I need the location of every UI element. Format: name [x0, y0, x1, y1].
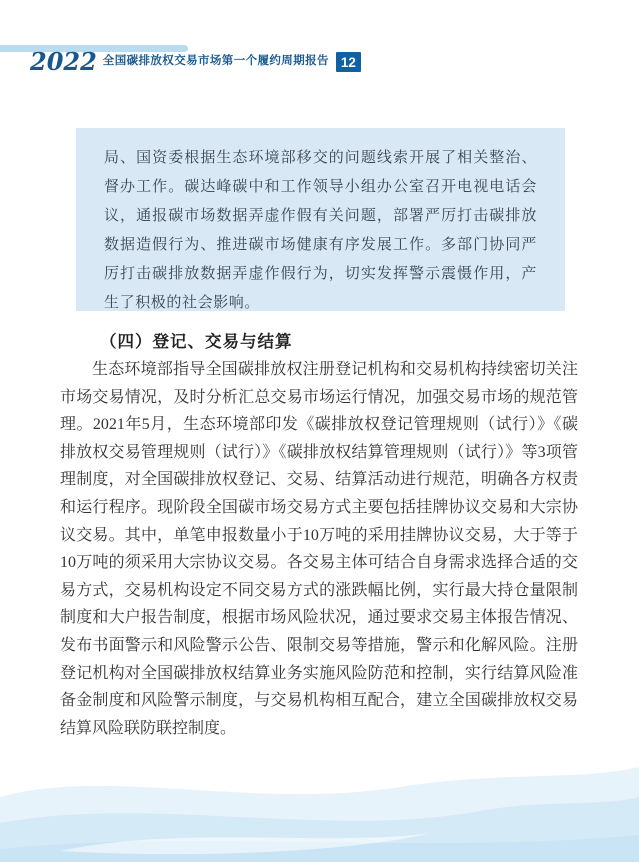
page-header	[30, 47, 361, 76]
header-title: 全国碳排放权交易市场第一个履约周期报告	[102, 55, 329, 68]
highlight-box	[76, 128, 565, 311]
page-number-badge: 12	[336, 52, 361, 73]
footer-wave-decoration	[0, 755, 639, 862]
wave-graphic	[0, 755, 639, 862]
body-paragraph: 生态环境部指导全国碳排放权注册登记机构和交易机构持续密切关注市场交易情况，及时分析汇总交易市场运行情况，加强交易市场的规范管理。2021年5月，生态环境部印发《碳排放权登记管理规则（试行）》《碳排放权交易管理规则（试行）》《碳排放权结算管理规则（试行）》等3项管理制度，对全国碳排放权登记、交易、结算活动进行规范，明确各方权责和运行程序。现阶段全国碳市场交易方式主要包括挂牌协议交易和大宗协议交易。其中，单笔申报数量小于10万吨的采用挂牌协议交易，大于等于10万吨的须采用大宗协议交易。各交易主体可结合自身需求选择合适的交易方式，交易机构设定不同交易方式的涨跌幅比例，实行最大持仓量限制制度和大户报告制度，根据市场风险状况，通过要求交易主体报告情况、发布书面警示和风险警示公告、限制交易等措施，警示和化解风险。注册登记机构对全国碳排放权结算业务实施风险防范和控制，实行结算风险准备金制度和风险警示制度，与交易机构相互配合，建立全国碳排放权交易结算风险联防联控制度。	[60, 361, 578, 737]
section-heading: （四）登记、交易与结算	[100, 332, 293, 351]
header-year: 2022	[30, 47, 97, 76]
highlight-box-text: 局、国资委根据生态环境部移交的问题线索开展了相关整治、督办工作。碳达峰碳中和工作领导小组办公室召开电视电话会议，通报碳市场数据弄虚作假有关问题，部署严厉打击碳排放数据造假行为、推进碳市场健康有序发展工作。多部门协同严厉打击碳排放数据弄虚作假行为，切实发挥警示震慑作用，产生了积极的社会影响。	[104, 148, 537, 311]
